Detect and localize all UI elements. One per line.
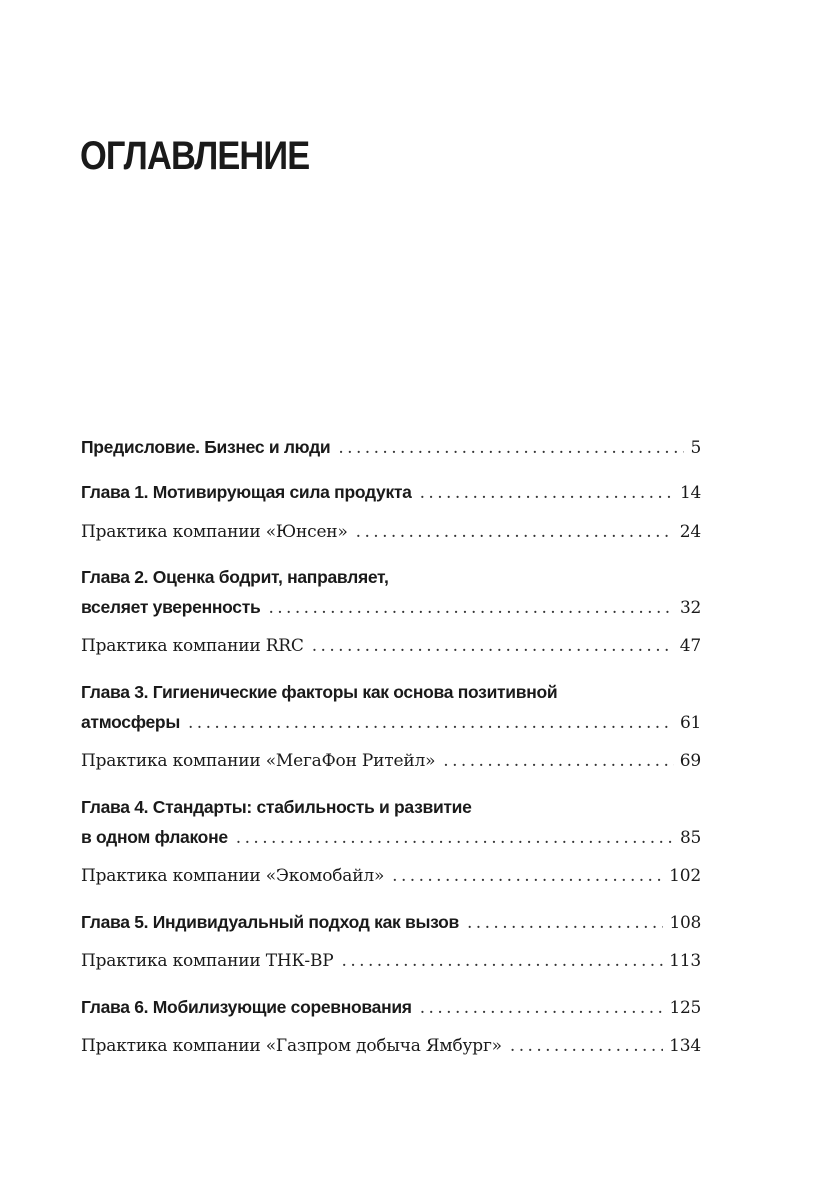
dot-leader: [268, 593, 674, 623]
toc-page-number: 134: [669, 1036, 701, 1056]
dot-leader: [420, 478, 674, 508]
toc-entry-title: Глава 1. Мотивирующая сила продукта: [81, 482, 412, 502]
toc-entry-title: Практика компании «Юнсен»: [81, 522, 348, 542]
toc-entry-preface: [81, 432, 701, 463]
toc-entry-chapter-1: [81, 477, 701, 508]
toc-entry-chapter-2: [81, 562, 701, 623]
dot-leader: [467, 908, 663, 938]
toc-entry-title: Глава 5. Индивидуальный подход как вызов: [81, 912, 459, 932]
dot-leader: [312, 631, 674, 661]
toc-page-number: 5: [690, 438, 701, 458]
toc-entry-title: Практика компании «Экомобайл»: [81, 866, 385, 886]
toc-entry-chapter-4: [81, 792, 701, 853]
toc-page-number: 24: [679, 522, 701, 542]
dot-leader: [236, 823, 674, 853]
toc-entry-title-line2: вселяет уверенность: [81, 597, 261, 617]
dot-leader: [443, 746, 673, 776]
toc-page-number: 47: [679, 636, 701, 656]
toc-entry-title: Практика компании ТНК-BP: [81, 951, 334, 971]
dot-leader: [342, 946, 664, 976]
dot-leader: [392, 861, 663, 891]
toc-entry-title: Практика компании RRC: [81, 636, 304, 656]
toc-entry-practice-6: [81, 1031, 701, 1061]
toc-entry-title-line2: атмосферы: [81, 712, 180, 732]
toc-entry-chapter-6: [81, 992, 701, 1023]
toc-entry-title: Предисловие. Бизнес и люди: [81, 437, 331, 457]
dot-leader: [338, 433, 684, 463]
dot-leader: [510, 1031, 663, 1061]
page-title: ОГЛАВЛЕНИЕ: [80, 134, 310, 178]
toc-entry-title: Глава 6. Мобилизующие соревнования: [81, 997, 412, 1017]
toc-page-number: 61: [679, 713, 701, 733]
toc-entry-chapter-3: [81, 677, 701, 738]
toc-entry-practice-4: [81, 861, 701, 891]
toc-page-number: 85: [679, 828, 701, 848]
toc-entry-title-line2: в одном флаконе: [81, 827, 228, 847]
toc-entry-title-line1: Глава 4. Стандарты: стабильность и развитие: [81, 797, 472, 817]
toc-entry-title-line1: Глава 2. Оценка бодрит, направляет,: [81, 567, 389, 587]
table-of-contents: [81, 432, 701, 1061]
toc-entry-practice-2: [81, 631, 701, 661]
toc-entry-title: Практика компании «МегаФон Ритейл»: [81, 751, 436, 771]
toc-page-number: 69: [679, 751, 701, 771]
toc-entry-title: Практика компании «Газпром добыча Ямбург»: [81, 1036, 502, 1056]
toc-page-number: 32: [679, 598, 701, 618]
toc-page-number: 14: [679, 483, 701, 503]
toc-page-number: 102: [669, 866, 701, 886]
toc-page-number: 113: [669, 951, 701, 971]
toc-entry-practice-1: [81, 517, 701, 547]
dot-leader: [420, 993, 664, 1023]
toc-entry-chapter-5: [81, 907, 701, 938]
toc-page-number: 125: [669, 998, 701, 1018]
toc-entry-title-line1: Глава 3. Гигиенические факторы как основа позитивной: [81, 682, 558, 702]
toc-page-number: 108: [669, 913, 701, 933]
toc-entry-practice-5: [81, 946, 701, 976]
dot-leader: [356, 517, 674, 547]
dot-leader: [188, 708, 674, 738]
toc-entry-practice-3: [81, 746, 701, 776]
